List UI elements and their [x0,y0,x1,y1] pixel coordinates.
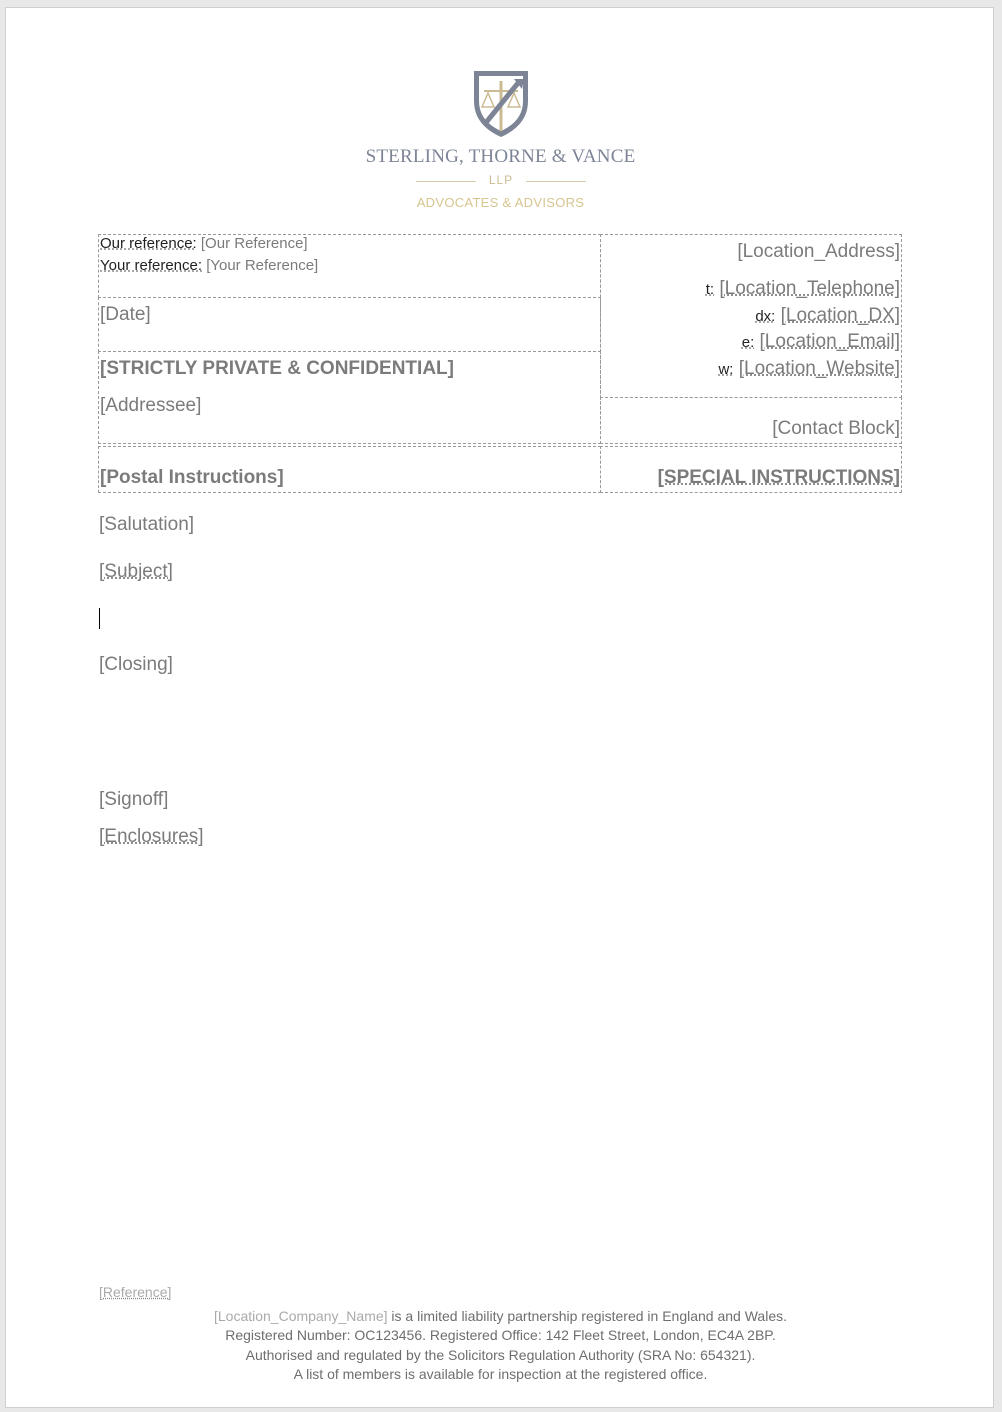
footer-line-1 [6,1308,995,1324]
postal-instructions-field[interactable]: [Postal Instructions] [100,467,284,488]
addressee-field[interactable]: [Addressee] [100,395,202,416]
postal-box [98,446,601,493]
date-box [98,297,601,352]
enclosures-field[interactable]: [Enclosures] [99,826,204,847]
subject-field[interactable]: [Subject] [99,561,173,582]
dx-field[interactable]: [Location_DX] [780,305,900,326]
our-reference-field[interactable]: [Our Reference] [200,235,308,252]
contact-box [600,397,902,444]
footer-reference-field[interactable]: [Reference] [99,1284,172,1300]
shield-scales-icon [470,67,532,139]
email-label: e: [741,334,755,351]
firm-tagline: ADVOCATES & ADVISORS [416,195,585,210]
website-field[interactable]: [Location_Website] [738,358,900,379]
email-line [742,331,900,353]
contact-block-field[interactable]: [Contact Block] [772,418,900,439]
confidential-field[interactable]: [STRICTLY PRIVATE & CONFIDENTIAL] [100,358,454,379]
location-address-field[interactable]: [Location_Address] [737,241,900,262]
special-box [600,446,902,493]
our-reference-line [100,235,308,252]
location-box [600,234,902,398]
location-address-line [737,241,900,263]
website-label: w: [718,361,734,378]
company-name-field[interactable]: [Location_Company_Name] [213,1308,388,1324]
firm-name: STERLING, THORNE & VANCE [365,146,636,167]
reference-box [98,234,601,298]
our-reference-label: Our reference: [100,235,197,252]
letterhead-logo [306,64,695,214]
footer-line-2: Registered Number: OC123456. Registered Office: 142 Fleet Street, London, EC4A 2BP. [225,1327,776,1343]
your-reference-label: Your reference: [100,257,203,274]
telephone-field[interactable]: [Location_Telephone] [719,278,900,299]
closing-field[interactable]: [Closing] [99,654,173,675]
telephone-label: t: [705,281,715,298]
llp-designation: LLP [416,172,586,190]
footer-line-4: A list of members is available for inspection at the registered office. [293,1366,708,1382]
document-page [5,7,994,1408]
dx-line [755,305,900,327]
signoff-field[interactable]: [Signoff] [99,789,169,810]
date-field[interactable]: [Date] [100,304,151,325]
special-instructions-field[interactable]: [SPECIAL INSTRUCTIONS] [657,467,900,488]
email-field[interactable]: [Location_Email] [759,331,900,352]
salutation-field[interactable]: [Salutation] [99,514,195,535]
text-cursor[interactable] [99,608,100,629]
footer-line-3: Authorised and regulated by the Solicitors Regulation Authority (SRA No: 654321). [245,1347,756,1363]
addressee-box [98,351,601,444]
footer-line-1-text: is a limited liability partnership registered in England and Wales. [387,1308,787,1324]
website-line [718,358,900,380]
your-reference-field[interactable]: [Your Reference] [206,257,319,274]
dx-label: dx: [755,308,776,325]
your-reference-line [100,257,318,274]
telephone-line [706,278,900,300]
